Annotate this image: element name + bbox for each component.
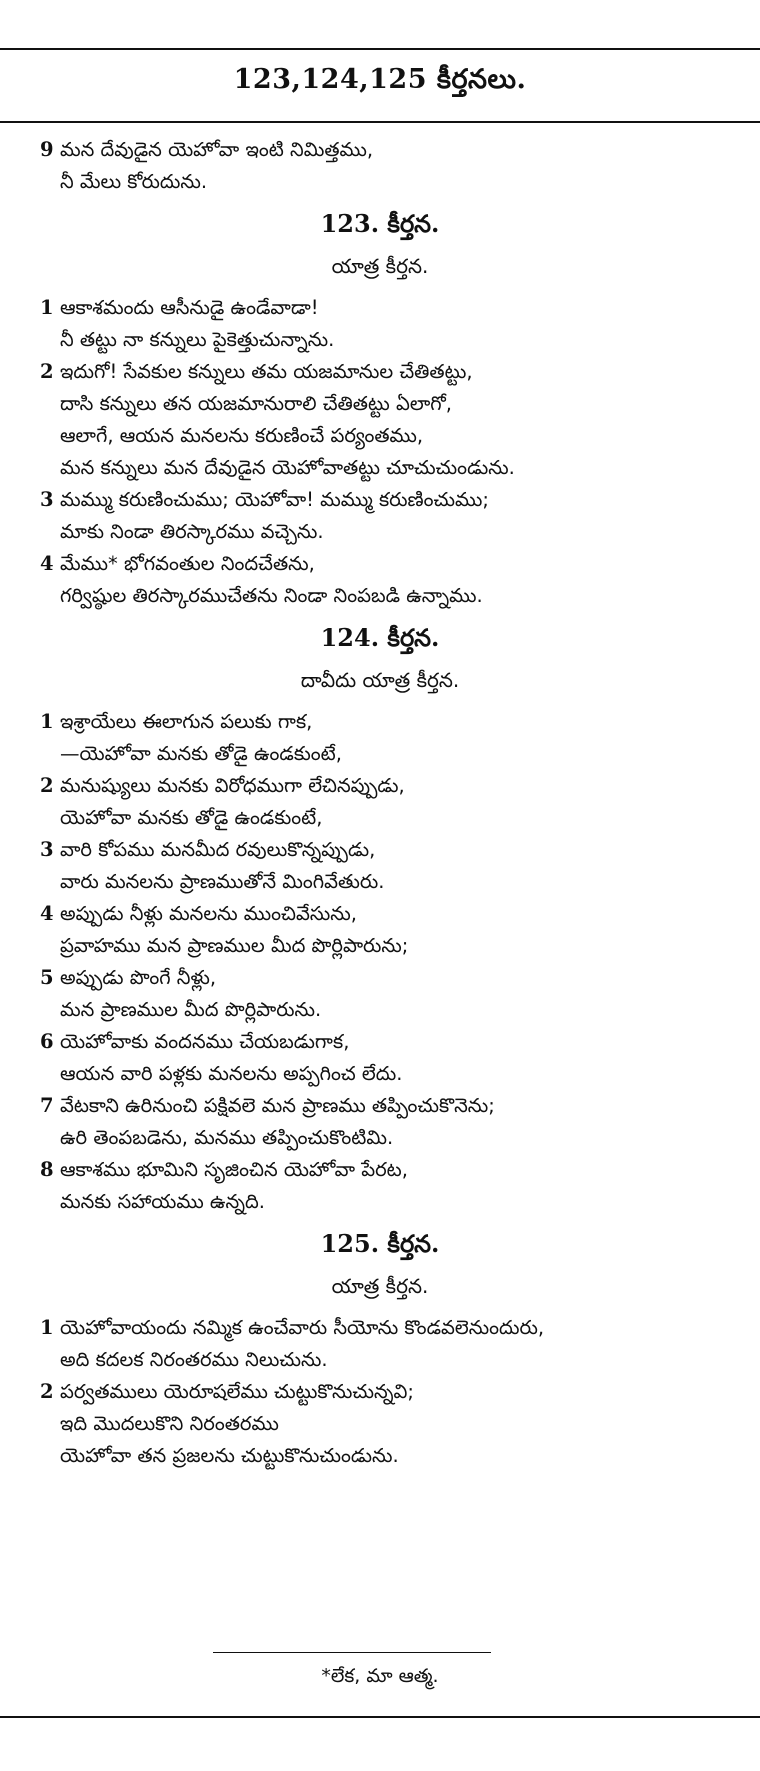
psalm-subtitle: యాత్ర కీర్తన. xyxy=(331,254,429,278)
verse-text: యెహోవాకు వందనము చేయబడుగాక, xyxy=(60,1030,350,1053)
verse-text: ఇదుగో! సేవకుల కన్నులు తమ యజమానుల చేతితట్టు, xyxy=(60,360,473,383)
verse-text: అప్పుడు నీళ్లు మనలను ముంచివేసును, xyxy=(60,902,357,925)
verse-line: ఉరి తెంపబడెను, మనము తప్పించుకొంటిమి. xyxy=(60,1126,394,1149)
verse xyxy=(0,1154,760,1218)
psalm-subtitle: యాత్ర కీర్తన. xyxy=(331,1274,429,1298)
verse-line: వారు మనలను ప్రాణముతోనే మింగివేతురు. xyxy=(60,870,385,893)
verse-line: ఇది మొదలుకొని నిరంతరము xyxy=(60,1412,279,1435)
footnote-rule xyxy=(213,1652,491,1653)
verse xyxy=(0,706,760,770)
verse-number: 4 xyxy=(40,902,54,925)
psalm-heading: 123. కీర్తన. xyxy=(320,209,440,238)
verse-line: నీ మేలు కోరుదును. xyxy=(60,170,208,193)
verse-number: 2 xyxy=(40,360,54,383)
verse-line: అది కదలక నిరంతరము నిలుచును. xyxy=(60,1348,328,1371)
verse-text: వారి కోపము మనమీద రవులుకొన్నప్పుడు, xyxy=(60,838,376,861)
verse-text: మన దేవుడైన యెహోవా ఇంటి నిమిత్తము, xyxy=(60,138,374,161)
verse xyxy=(0,898,760,962)
verse-line xyxy=(0,548,760,580)
footnote: *లేక, మా ఆత్మ. xyxy=(321,1665,439,1687)
verse-text: మేము* భోగవంతుల నిందచేతను, xyxy=(60,552,315,575)
verse-line: యెహోవా తన ప్రజలను చుట్టుకొనుచుండును. xyxy=(60,1444,399,1467)
psalm-heading: 124. కీర్తన. xyxy=(320,623,440,652)
continuation-verses xyxy=(0,134,760,198)
verse xyxy=(0,962,760,1026)
verse-line: దాసి కన్నులు తన యజమానురాలి చేతితట్టు ఏలాగో, xyxy=(60,392,452,415)
verse-line xyxy=(0,1026,760,1058)
psalm-heading: 125. కీర్తన. xyxy=(320,1229,440,1258)
verse-text: యెహోవాయందు నమ్మిక ఉంచేవారు సీయోను కొండవలెనుందురు, xyxy=(60,1316,545,1339)
psalms-list xyxy=(0,202,760,1472)
verse-line xyxy=(0,898,760,930)
verse-line: మాకు నిండా తిరస్కారము వచ్చెను. xyxy=(60,520,324,543)
verse-number: 4 xyxy=(40,552,54,575)
verse xyxy=(0,1090,760,1154)
top-rule xyxy=(0,48,760,50)
verse-text: ఆకాశము భూమిని సృజించిన యెహోవా పేరట, xyxy=(60,1158,408,1181)
verse-line xyxy=(0,962,760,994)
verse-line xyxy=(0,1154,760,1186)
verse-number: 1 xyxy=(40,710,54,733)
bottom-rule xyxy=(0,1716,760,1718)
verse-line: నీ తట్టు నా కన్నులు పైకెత్తుచున్నాను. xyxy=(60,328,335,351)
verse-line: యెహోవా మనకు తోడై ఉండకుంటే, xyxy=(60,806,323,829)
verse-number: 3 xyxy=(40,488,54,511)
verse xyxy=(0,134,760,198)
page-header-title: 123,124,125 కీర్తనలు. xyxy=(233,64,527,95)
verse-text: మనుష్యులు మనకు విరోధముగా లేచినప్పుడు, xyxy=(60,774,405,797)
verse-text: ఆకాశమందు ఆసీనుడై ఉండేవాడా! xyxy=(60,296,319,319)
verse xyxy=(0,1312,760,1376)
verse-line: —యెహోవా మనకు తోడై ఉండకుంటే, xyxy=(60,742,342,765)
verse xyxy=(0,770,760,834)
verse-line: ఆలాగే, ఆయన మనలను కరుణించే పర్యంతము, xyxy=(60,424,424,447)
verse xyxy=(0,1376,760,1472)
verse-number: 2 xyxy=(40,774,54,797)
verse xyxy=(0,1026,760,1090)
verse-line xyxy=(0,356,760,388)
verse-line: ప్రవాహము మన ప్రాణముల మీద పొర్లిపారును; xyxy=(60,934,409,957)
verse-line xyxy=(0,292,760,324)
verse xyxy=(0,356,760,484)
verse xyxy=(0,292,760,356)
verse-number: 7 xyxy=(40,1094,54,1117)
verse-line xyxy=(0,1312,760,1344)
psalm-section xyxy=(0,1222,760,1472)
verse-line xyxy=(0,484,760,516)
verse-line: మన కన్నులు మన దేవుడైన యెహోవాతట్టు చూచుచుండును. xyxy=(60,456,515,479)
verse-number: 2 xyxy=(40,1380,54,1403)
verse-text: ఇశ్రాయేలు ఈలాగున పలుకు గాక, xyxy=(60,710,313,733)
verse-line: ఆయన వారి పళ్లకు మనలను అప్పగించ లేదు. xyxy=(60,1062,403,1085)
verse-line: మన ప్రాణముల మీద పొర్లిపారును. xyxy=(60,998,322,1021)
psalm-section xyxy=(0,616,760,1218)
verse-text: అప్పుడు పొంగే నీళ్లు, xyxy=(60,966,217,989)
verse-line xyxy=(0,1376,760,1408)
verse-text: మమ్ము కరుణించుము; యెహోవా! మమ్ము కరుణించుము; xyxy=(60,488,489,511)
header-rule xyxy=(0,121,760,123)
verse xyxy=(0,834,760,898)
verse-line: మనకు సహాయము ఉన్నది. xyxy=(60,1190,265,1213)
psalm-section xyxy=(0,202,760,612)
verse-number: 1 xyxy=(40,1316,54,1339)
verse-number: 3 xyxy=(40,838,54,861)
verse xyxy=(0,548,760,612)
verse-line xyxy=(0,134,760,166)
verse-text: వేటకాని ఉరినుంచి పక్షివలె మన ప్రాణము తప్పించుకొనెను; xyxy=(60,1094,495,1117)
verse-line xyxy=(0,706,760,738)
verse-number: 6 xyxy=(40,1030,54,1053)
verse-number: 5 xyxy=(40,966,54,989)
page-content xyxy=(0,134,760,1472)
verse-number: 8 xyxy=(40,1158,54,1181)
verse-text: పర్వతములు యెరూషలేము చుట్టుకొనుచున్నవి; xyxy=(60,1380,414,1403)
verse-line xyxy=(0,834,760,866)
verse xyxy=(0,484,760,548)
psalm-subtitle: దావీదు యాత్ర కీర్తన. xyxy=(300,668,460,692)
verse-number: 1 xyxy=(40,296,54,319)
verse-line xyxy=(0,770,760,802)
verse-number: 9 xyxy=(40,138,54,161)
verse-line xyxy=(0,1090,760,1122)
verse-line: గర్విష్ఠుల తిరస్కారముచేతను నిండా నింపబడి ఉన్నాము. xyxy=(60,584,483,607)
